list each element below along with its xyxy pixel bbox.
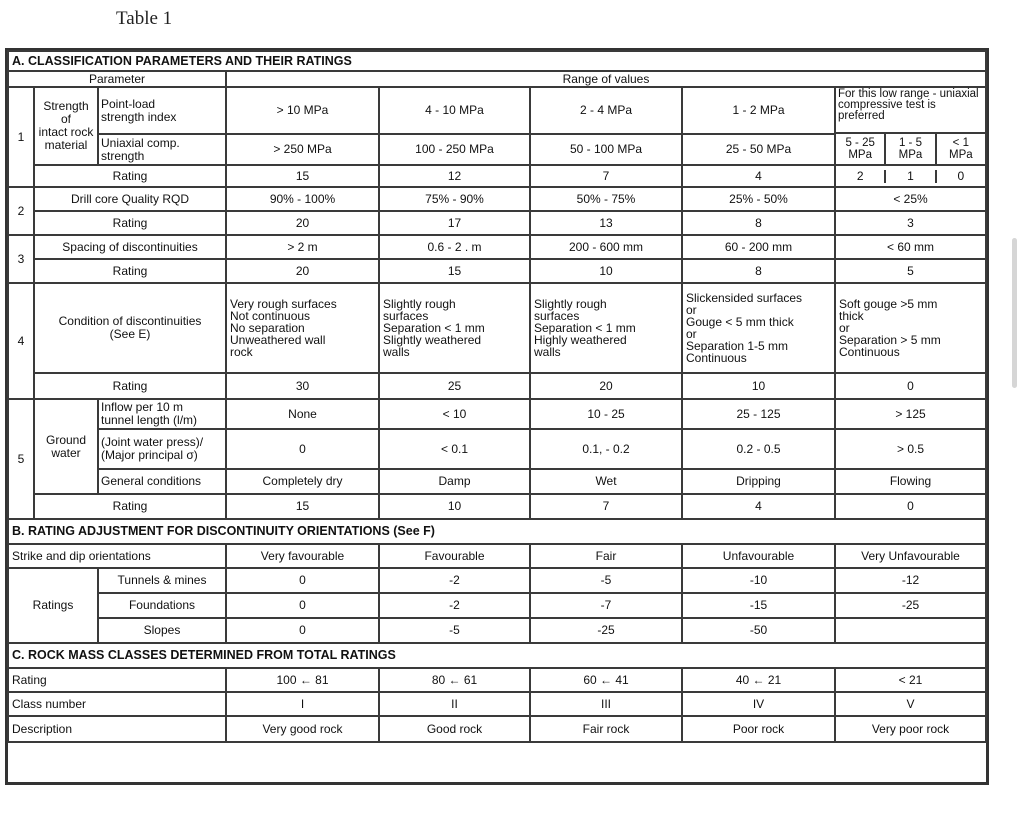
condition-value: Slickensided surfaces or Gouge < 5 mm thick or Separation 1-5 mm Continuous <box>682 283 835 373</box>
general-conditions-value: Completely dry <box>226 469 379 494</box>
param-3-rating: 8 <box>682 259 835 283</box>
condition-value: Very rough surfaces Not continuous No separation Unweathered wall rock <box>226 283 379 373</box>
param-5-rating-label: Rating <box>34 494 226 519</box>
adjustment-value: -2 <box>379 568 530 593</box>
rqd-label: Drill core Quality RQD <box>34 187 226 211</box>
param-5-rating: 4 <box>682 494 835 519</box>
adjustment-value: -25 <box>530 618 682 643</box>
adjustment-row-label: Foundations <box>98 593 226 618</box>
pressure-ratio-value: 0 <box>226 429 379 469</box>
pressure-ratio-value: 0.2 - 0.5 <box>682 429 835 469</box>
adjustment-value: -10 <box>682 568 835 593</box>
spacing-value: 0.6 - 2 . m <box>379 235 530 259</box>
general-conditions-value: Wet <box>530 469 682 494</box>
description-value: Fair rock <box>530 716 682 742</box>
inflow-value: < 10 <box>379 399 530 429</box>
description-label: Description <box>8 716 226 742</box>
parameter-header: Parameter <box>8 71 226 87</box>
adjustment-value: 0 <box>226 568 379 593</box>
ucs-low-value: 1 - 5 MPa <box>886 134 936 164</box>
total-rating-value: < 21 <box>835 668 986 692</box>
orientation-value: Unfavourable <box>682 544 835 568</box>
param-1-rating: 7 <box>530 165 682 187</box>
param-3-rating: 5 <box>835 259 986 283</box>
class-number-label: Class number <box>8 692 226 716</box>
param-2-rating-label: Rating <box>34 211 226 235</box>
rqd-value: 75% - 90% <box>379 187 530 211</box>
ucs-label: Uniaxial comp. strength <box>98 134 226 165</box>
class-number-value: I <box>226 692 379 716</box>
param-5-rating: 10 <box>379 494 530 519</box>
general-conditions-label: General conditions <box>98 469 226 494</box>
ucs-low-value: < 1 MPa <box>948 137 973 161</box>
param-3-rating: 20 <box>226 259 379 283</box>
inflow-label: Inflow per 10 m tunnel length (l/m) <box>98 399 226 429</box>
adjustment-value: -2 <box>379 593 530 618</box>
param-1-name: Strength of intact rock material <box>34 87 98 165</box>
range-of-values-header: Range of values <box>226 71 986 87</box>
groundwater-label: Ground water <box>34 399 98 494</box>
spacing-value: > 2 m <box>226 235 379 259</box>
param-3-rating: 10 <box>530 259 682 283</box>
param-4-rating: 30 <box>226 373 379 399</box>
low-range-cell <box>835 87 986 165</box>
param-1-rating-label: Rating <box>34 165 226 187</box>
param-2-rating: 3 <box>835 211 986 235</box>
general-conditions-value: Flowing <box>835 469 986 494</box>
param-2-number: 2 <box>8 187 34 235</box>
table-caption: Table 1 <box>116 8 173 29</box>
adjustment-value: -12 <box>835 568 986 593</box>
class-number-value: III <box>530 692 682 716</box>
total-rating-value: 60 ← 41 <box>530 668 682 692</box>
vertical-scrollbar[interactable] <box>1012 238 1017 388</box>
param-4-rating: 25 <box>379 373 530 399</box>
param-5-number: 5 <box>8 399 34 519</box>
point-load-value: 1 - 2 MPa <box>682 87 835 134</box>
strike-dip-label: Strike and dip orientations <box>8 544 226 568</box>
rating-low-value: 1 <box>886 170 936 183</box>
param-1-rating: 4 <box>682 165 835 187</box>
inflow-value: 25 - 125 <box>682 399 835 429</box>
adjustment-value: -7 <box>530 593 682 618</box>
rqd-value: < 25% <box>835 187 986 211</box>
spacing-value: < 60 mm <box>835 235 986 259</box>
adjustment-value: -25 <box>835 593 986 618</box>
adjustment-value: 0 <box>226 593 379 618</box>
general-conditions-value: Dripping <box>682 469 835 494</box>
adjustment-row-label: Slopes <box>98 618 226 643</box>
rqd-value: 90% - 100% <box>226 187 379 211</box>
param-4-rating: 0 <box>835 373 986 399</box>
rqd-value: 25% - 50% <box>682 187 835 211</box>
param-1-rating: 15 <box>226 165 379 187</box>
spacing-value: 200 - 600 mm <box>530 235 682 259</box>
rating-low-value: 2 <box>836 170 886 183</box>
orientation-value: Very favourable <box>226 544 379 568</box>
adjustment-value: -15 <box>682 593 835 618</box>
description-value: Very good rock <box>226 716 379 742</box>
param-2-rating: 8 <box>682 211 835 235</box>
param-2-rating: 13 <box>530 211 682 235</box>
ucs-value: 25 - 50 MPa <box>682 134 835 165</box>
param-2-rating: 17 <box>379 211 530 235</box>
inflow-value: None <box>226 399 379 429</box>
condition-value: Slightly rough surfaces Separation < 1 mm Slightly weathered walls <box>379 283 530 373</box>
class-number-value: II <box>379 692 530 716</box>
param-4-rating-label: Rating <box>34 373 226 399</box>
description-value: Very poor rock <box>835 716 986 742</box>
rqd-value: 50% - 75% <box>530 187 682 211</box>
total-rating-value: 80 ← 61 <box>379 668 530 692</box>
param-1-number: 1 <box>8 87 34 187</box>
description-value: Good rock <box>379 716 530 742</box>
spacing-label: Spacing of discontinuities <box>34 235 226 259</box>
total-rating-value: 40 ← 21 <box>682 668 835 692</box>
class-number-value: V <box>835 692 986 716</box>
total-rating-value: 100 ← 81 <box>226 668 379 692</box>
low-range-note: For this low range - uniaxial compressive test is preferred <box>836 88 985 134</box>
pressure-ratio-label: (Joint water press)/ (Major principal σ) <box>98 429 226 469</box>
adjustment-value: -50 <box>682 618 835 643</box>
adjustment-row-label: Tunnels & mines <box>98 568 226 593</box>
orientation-value: Fair <box>530 544 682 568</box>
param-2-rating: 20 <box>226 211 379 235</box>
description-value: Poor rock <box>682 716 835 742</box>
general-conditions-value: Damp <box>379 469 530 494</box>
section-c-heading: C. ROCK MASS CLASSES DETERMINED FROM TOTAL RATINGS <box>8 643 986 668</box>
ucs-value: 100 - 250 MPa <box>379 134 530 165</box>
param-4-rating: 20 <box>530 373 682 399</box>
param-5-rating: 7 <box>530 494 682 519</box>
param-4-rating: 10 <box>682 373 835 399</box>
point-load-value: 4 - 10 MPa <box>379 87 530 134</box>
point-load-value: 2 - 4 MPa <box>530 87 682 134</box>
condition-value: Soft gouge >5 mm thick or Separation > 5 mm Continuous <box>835 283 986 373</box>
ratings-label: Ratings <box>8 568 98 643</box>
orientation-value: Very Unfavourable <box>835 544 986 568</box>
inflow-value: 10 - 25 <box>530 399 682 429</box>
total-rating-label: Rating <box>8 668 226 692</box>
section-a-heading: A. CLASSIFICATION PARAMETERS AND THEIR RATINGS <box>8 51 986 71</box>
pressure-ratio-value: < 0.1 <box>379 429 530 469</box>
orientation-value: Favourable <box>379 544 530 568</box>
class-number-value: IV <box>682 692 835 716</box>
ucs-value: 50 - 100 MPa <box>530 134 682 165</box>
condition-value: Slightly rough surfaces Separation < 1 mm Highly weathered walls <box>530 283 682 373</box>
rmr-classification-table <box>7 50 987 743</box>
adjustment-value: 0 <box>226 618 379 643</box>
param-4-number: 4 <box>8 283 34 399</box>
ucs-value: > 250 MPa <box>226 134 379 165</box>
param-3-rating: 15 <box>379 259 530 283</box>
adjustment-value <box>835 618 986 643</box>
spacing-value: 60 - 200 mm <box>682 235 835 259</box>
rating-low-value: 0 <box>957 168 965 183</box>
adjustment-value: -5 <box>379 618 530 643</box>
point-load-value: > 10 MPa <box>226 87 379 134</box>
pressure-ratio-value: > 0.5 <box>835 429 986 469</box>
param-3-rating-label: Rating <box>34 259 226 283</box>
inflow-value: > 125 <box>835 399 986 429</box>
param-5-rating: 0 <box>835 494 986 519</box>
adjustment-value: -5 <box>530 568 682 593</box>
param-5-rating: 15 <box>226 494 379 519</box>
param-3-number: 3 <box>8 235 34 283</box>
section-b-heading: B. RATING ADJUSTMENT FOR DISCONTINUITY ORIENTATIONS (See F) <box>8 519 986 544</box>
ucs-low-value: 5 - 25 MPa <box>836 134 886 164</box>
condition-label: Condition of discontinuities (See E) <box>34 283 226 373</box>
pressure-ratio-value: 0.1, - 0.2 <box>530 429 682 469</box>
param-1-rating-low <box>835 165 986 187</box>
point-load-label: Point-load strength index <box>98 87 226 134</box>
param-1-rating: 12 <box>379 165 530 187</box>
